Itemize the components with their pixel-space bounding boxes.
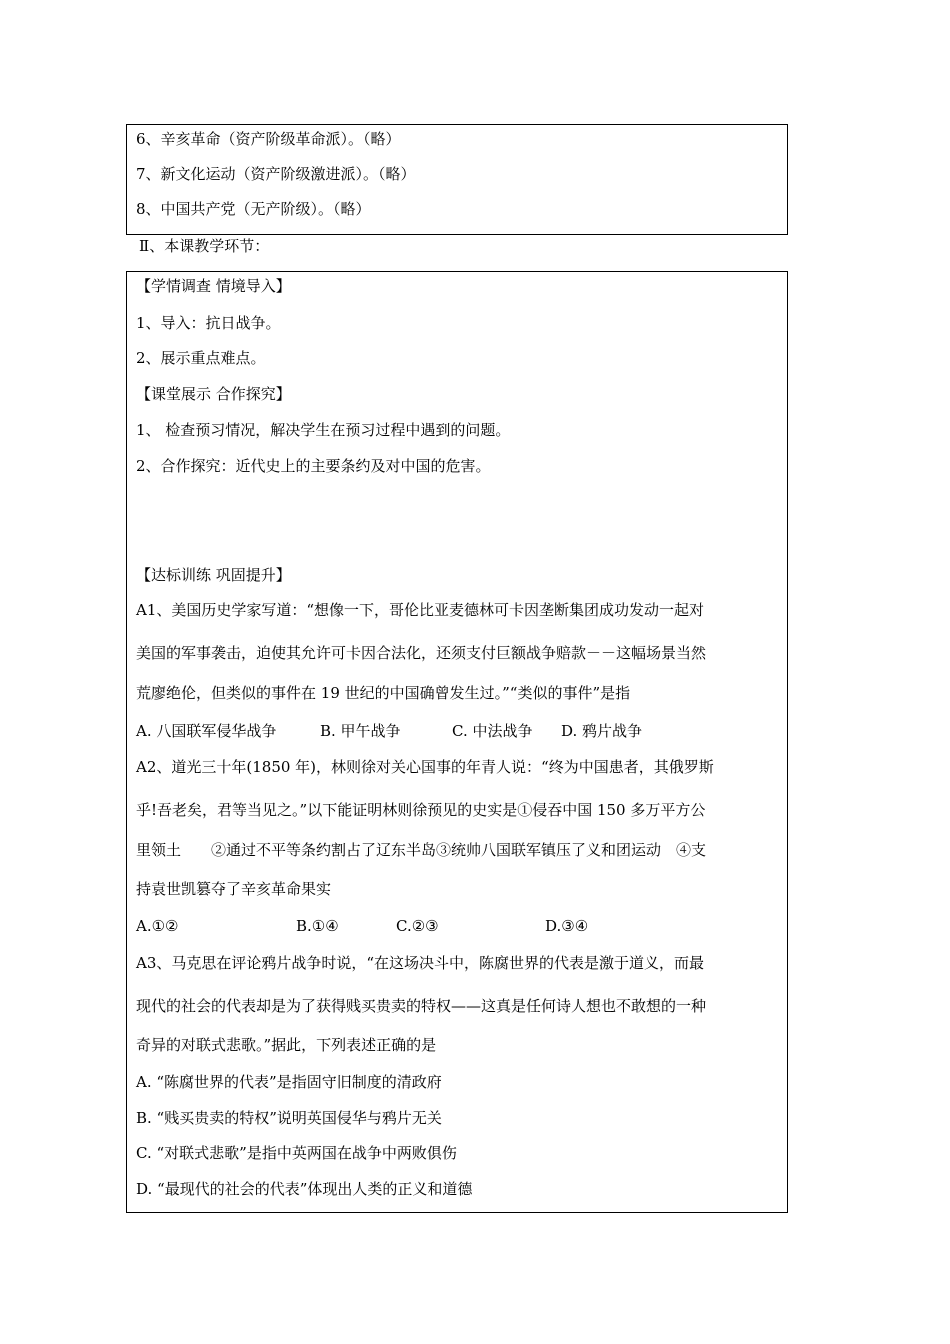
teaching-steps-box: [126, 271, 788, 1213]
q1-line-1: A1、美国历史学家写道：“想像一下，哥伦比亚麦德林可卡因垄断集团成功发动一起对: [136, 601, 705, 619]
q1-line-3: 荒廖绝伦，但类似的事件在 19 世纪的中国确曾发生过。”“类似的事件”是指: [136, 684, 631, 702]
q1-option-c: C. 中法战争: [452, 722, 533, 740]
summary-line-6: 6、辛亥革命（资产阶级革命派）。（略）: [136, 130, 401, 148]
q3-option-a: A. “陈腐世界的代表”是指固守旧制度的清政府: [136, 1073, 442, 1091]
q1-line-2: 美国的军事袭击，迫使其允许可卡因合法化，还须支付巨额战争赔款－－这幅场景当然: [136, 644, 707, 662]
q3-option-c: C. “对联式悲歌”是指中英两国在战争中两败俱伤: [136, 1144, 457, 1162]
intro-item-1: 1、导入：抗日战争。: [136, 314, 281, 332]
q2-option-d: D.③④: [545, 917, 589, 935]
q1-options: [136, 721, 776, 741]
summary-box: [126, 124, 788, 235]
heading-training: 【达标训练 巩固提升】: [136, 566, 291, 584]
q2-line-4: 持袁世凯篡夺了辛亥革命果实: [136, 880, 332, 898]
q2-option-a: A.①②: [136, 917, 179, 935]
q2-line-2: 乎!吾老矣，君等当见之。”以下能证明林则徐预见的史实是①侵吞中国 150 多万平方公: [136, 801, 706, 819]
summary-line-8: 8、中国共产党（无产阶级）。（略）: [136, 200, 371, 218]
q2-options: [136, 916, 776, 936]
summary-line-7: 7、新文化运动（资产阶级激进派）。（略）: [136, 165, 416, 183]
display-item-2: 2、合作探究：近代史上的主要条约及对中国的危害。: [136, 457, 491, 475]
q1-option-d: D. 鸦片战争: [561, 722, 643, 740]
q1-option-b: B. 甲午战争: [320, 722, 401, 740]
section-heading: Ⅱ、本课教学环节：: [139, 237, 270, 255]
display-item-1: 1、 检查预习情况，解决学生在预习过程中遇到的问题。: [136, 421, 511, 439]
q2-option-c: C.②③: [396, 917, 439, 935]
q3-option-d: D. “最现代的社会的代表”体现出人类的正义和道德: [136, 1180, 473, 1198]
q2-line-3: 里领土 ②通过不平等条约割占了辽东半岛③统帅八国联军镇压了义和团运动 ④支: [136, 841, 707, 859]
q1-option-a: A. 八国联军侵华战争: [136, 722, 277, 740]
q3-line-2: 现代的社会的代表却是为了获得贱买贵卖的特权——这真是任何诗人想也不敢想的一种: [136, 997, 707, 1015]
heading-class-display: 【课堂展示 合作探究】: [136, 385, 291, 403]
q3-option-b: B. “贱买贵卖的特权”说明英国侵华与鸦片无关: [136, 1109, 442, 1127]
intro-item-2: 2、展示重点难点。: [136, 349, 266, 367]
q3-line-3: 奇异的对联式悲歌。”据此，下列表述正确的是: [136, 1036, 437, 1054]
q3-line-1: A3、马克思在评论鸦片战争时说，“在这场决斗中，陈腐世界的代表是激于道义，而最: [136, 954, 705, 972]
heading-situation-intro: 【学情调查 情境导入】: [136, 277, 291, 295]
q2-option-b: B.①④: [296, 917, 339, 935]
q2-line-1: A2、道光三十年(1850 年)，林则徐对关心国事的年青人说：“终为中国患者，其俄罗斯: [136, 758, 714, 776]
